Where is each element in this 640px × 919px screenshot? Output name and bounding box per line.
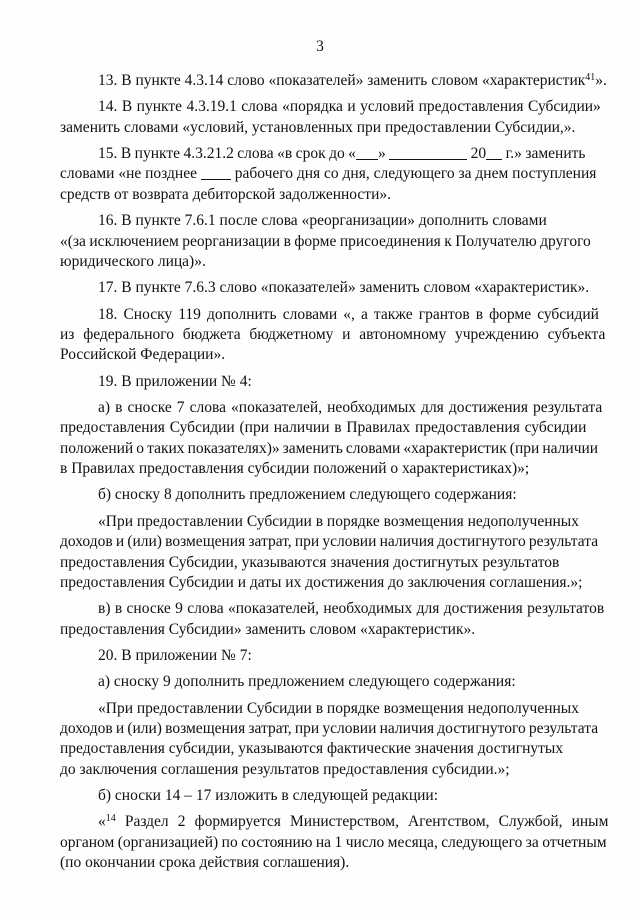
paragraph-line: 20. В приложении № 7: xyxy=(98,646,252,664)
paragraph-line: предоставления Субсидии, указываются значения достигнутых результатов xyxy=(60,553,560,571)
paragraph-line: «$^{14}$ Раздел 2 формируется Министерством, Агентством, Службой, иным xyxy=(98,813,609,831)
paragraph-line: юридического лица)». xyxy=(60,252,206,270)
paragraph-line: 17. В пункте 7.6.3 слово «показателей» заменить словом «характеристик». xyxy=(98,279,590,297)
paragraph-line: предоставления Субсидии и даты их достижения до заключения соглашения.»; xyxy=(60,573,583,591)
blank-month-field xyxy=(389,145,467,160)
paragraph-17 xyxy=(60,278,608,298)
paragraph-line: предоставления субсидии, указываются фактические значения достигнутых xyxy=(60,740,564,758)
paragraph-line: органом (организацией) по состоянию на 1 число месяца, следующего за отчетным xyxy=(60,833,607,851)
paragraph-line: (по окончании срока действия соглашения). xyxy=(60,854,350,872)
paragraph-line: «(за исключением реорганизации в форме присоединения к Получателю другого xyxy=(60,232,591,250)
paragraph-16 xyxy=(60,211,608,272)
paragraph-14 xyxy=(60,97,608,138)
page-number: 3 xyxy=(316,38,324,55)
paragraph-line: средств от возврата дебиторской задолженности». xyxy=(60,185,391,203)
paragraph-line: положений о таких показателях)» заменить словами «характеристик (при наличии xyxy=(60,439,599,457)
paragraph-line: 15. В пункте 4.3.21.2 слова «в срок до « » 20 г.» заменить xyxy=(98,145,586,162)
paragraph-line: заменить словами «условий, установленных при предоставлении Субсидии,». xyxy=(60,118,576,136)
paragraph-19a xyxy=(60,398,608,480)
paragraph-line: а) сноску 9 дополнить предложением следующего содержания: xyxy=(98,673,516,691)
paragraph-footnote-14 xyxy=(60,812,608,873)
paragraph-20 xyxy=(60,646,608,666)
paragraph-line: из федерального бюджета бюджетному и автономному учреждению субъекта xyxy=(60,325,606,343)
paragraph-line: предоставления Субсидии» заменить словом «характеристик». xyxy=(60,620,476,638)
paragraph-20a xyxy=(60,672,608,692)
paragraph-line: б) сноски 14 – 17 изложить в следующей редакции: xyxy=(98,787,439,805)
paragraph-line: 19. В приложении № 4: xyxy=(98,372,252,390)
paragraph-line: 13. В пункте 4.3.14 слово «показателей» заменить словом «характеристик$^{41}$». xyxy=(98,72,607,89)
paragraph-19 xyxy=(60,372,608,392)
paragraph-18 xyxy=(60,305,608,366)
paragraph-line: в) в сноске 9 слова «показателей, необходимых для достижения результатов xyxy=(98,600,605,618)
paragraph-line: до заключения соглашения результатов предоставления субсидии.»; xyxy=(60,760,510,778)
paragraph-line: 14. В пункте 4.3.19.1 слова «порядка и условий предоставления Субсидии» xyxy=(98,98,601,116)
paragraph-line: словами «не позднее рабочего дня со дня, следующего за днем поступления xyxy=(60,165,597,183)
paragraph-quote-1 xyxy=(60,512,608,594)
paragraph-line: в Правилах предоставления субсидии положений о характеристиках)»; xyxy=(60,460,530,478)
paragraph-line: 18. Сноску 119 дополнить словами «, а также грантов в форме субсидий xyxy=(98,305,599,323)
paragraph-19v xyxy=(60,599,608,640)
blank-year-field xyxy=(486,145,502,160)
paragraph-line: а) в сноске 7 слова «показателей, необходимых для достижения результата xyxy=(98,398,603,416)
paragraph-line: Российской Федерации». xyxy=(60,346,226,364)
paragraph-quote-2 xyxy=(60,699,608,781)
paragraph-15 xyxy=(60,144,608,205)
paragraph-13 xyxy=(60,71,608,91)
blank-day-field xyxy=(356,145,378,160)
paragraph-19b xyxy=(60,485,608,505)
document-body xyxy=(60,71,608,879)
paragraph-line: доходов и (или) возмещения затрат, при условии наличия достигнутого результата xyxy=(60,533,599,551)
paragraph-line: доходов и (или) возмещения затрат, при условии наличия достигнутого результата xyxy=(60,719,599,737)
paragraph-line: б) сноску 8 дополнить предложением следующего содержания: xyxy=(98,486,517,504)
paragraph-line: предоставления Субсидии (при наличии в Правилах предоставления субсидии xyxy=(60,419,587,437)
footnote-reference: 41 xyxy=(585,72,596,83)
paragraph-line: 16. В пункте 7.6.1 после слова «реорганизации» дополнить словами xyxy=(98,212,547,230)
paragraph-line: «При предоставлении Субсидии в порядке возмещения недополученных xyxy=(98,699,579,717)
paragraph-20b xyxy=(60,786,608,806)
footnote-reference: 14 xyxy=(105,813,116,825)
paragraph-line: «При предоставлении Субсидии в порядке возмещения недополученных xyxy=(98,512,579,530)
blank-days-field xyxy=(201,165,231,180)
